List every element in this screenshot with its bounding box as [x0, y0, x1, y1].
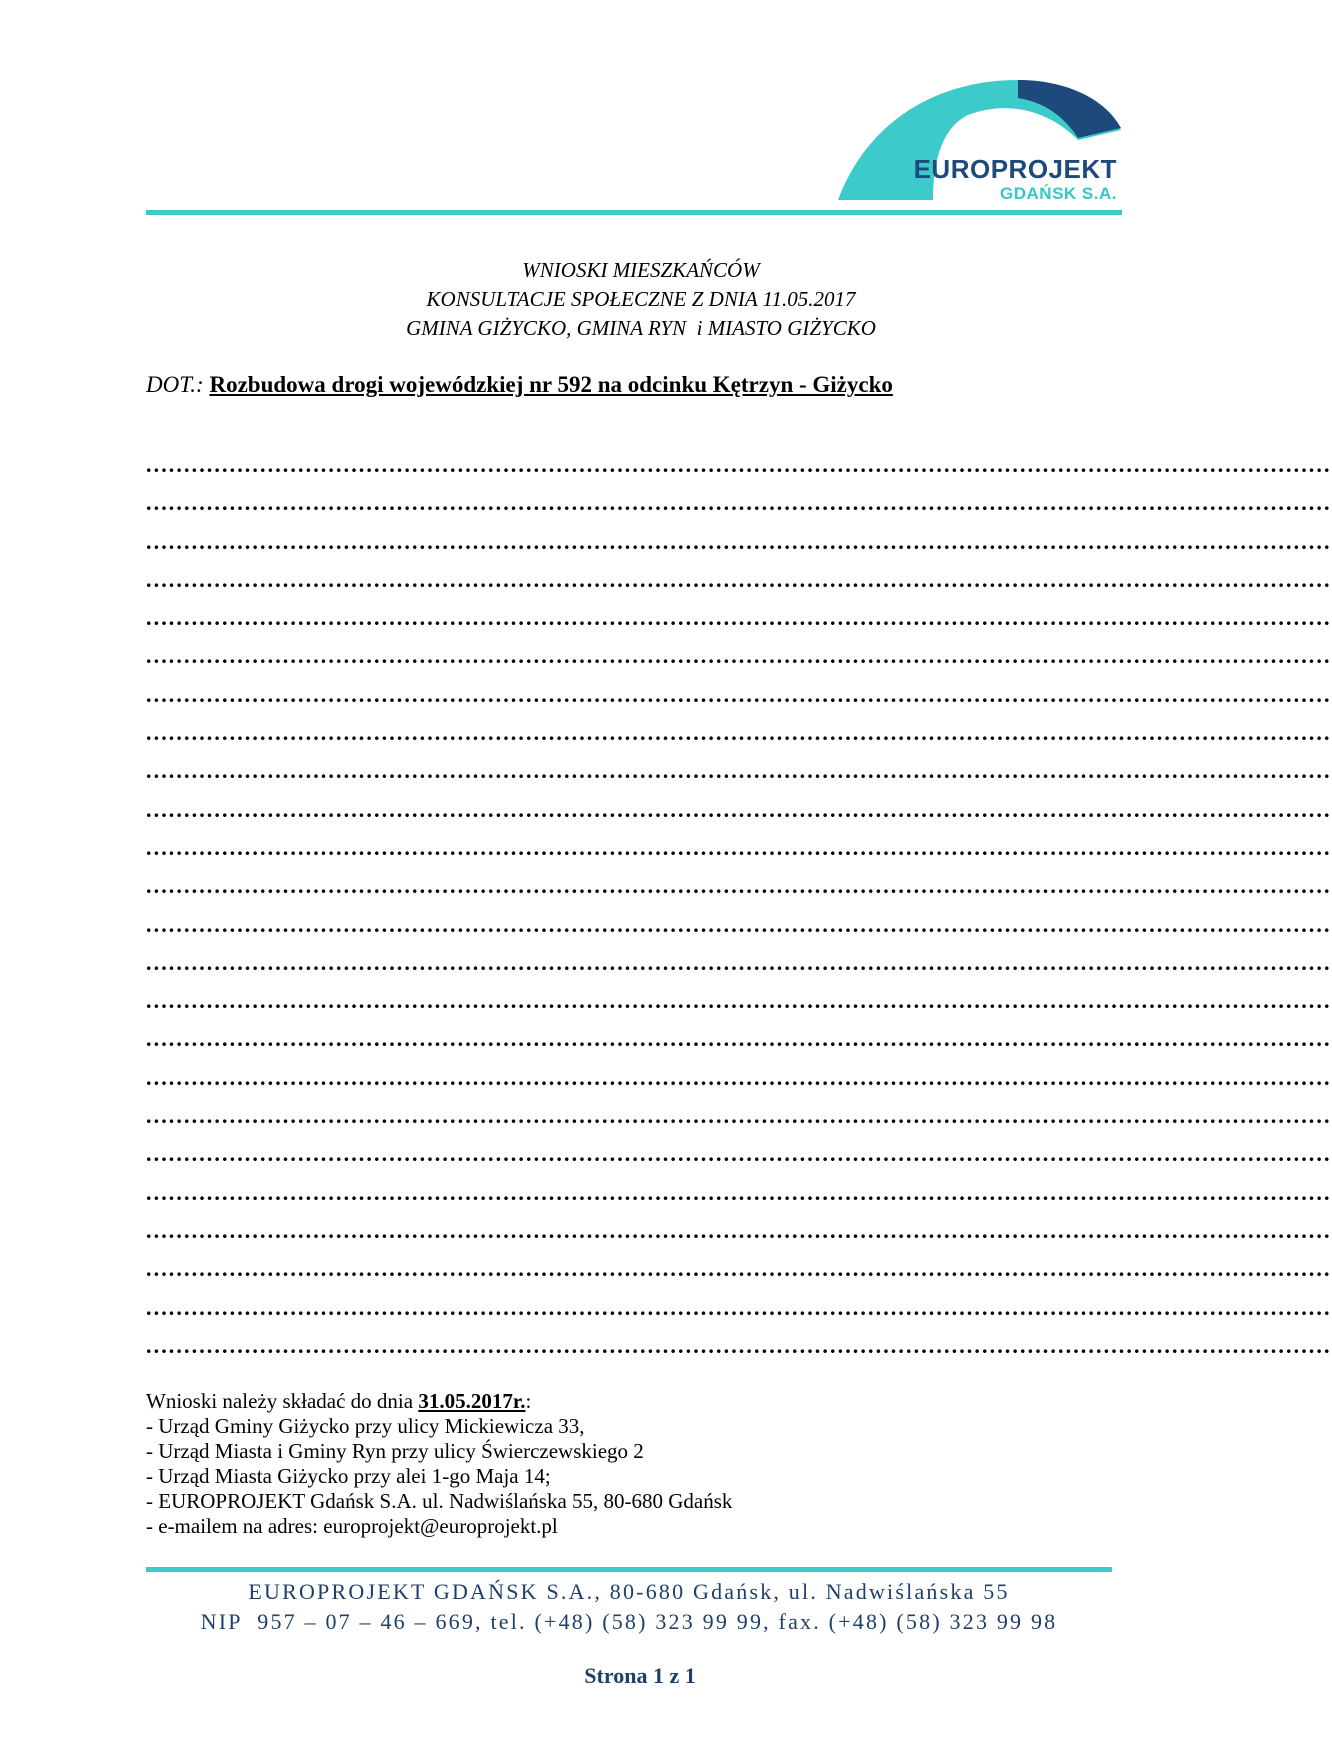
- dotted-line: ............................................................................................................................................................: [146, 949, 1332, 975]
- dotted-line: ............................................................................................................................................................: [146, 681, 1332, 707]
- submission-place: - Urząd Miasta Giżycko przy alei 1-go Maja 14;: [146, 1464, 551, 1488]
- dotted-line: ............................................................................................................................................................: [146, 1256, 1332, 1282]
- dotted-line: ............................................................................................................................................................: [146, 758, 1332, 784]
- dotted-line: ............................................................................................................................................................: [146, 796, 1332, 822]
- dotted-line: ............................................................................................................................................................: [146, 720, 1332, 746]
- dotted-line: ............................................................................................................................................................: [146, 1064, 1332, 1090]
- footer-contact: NIP 957 – 07 – 46 – 669, tel. (+48) (58) 323 99 99, fax. (+48) (58) 323 99 98: [200, 1609, 1058, 1634]
- deadline-colon: :: [525, 1389, 532, 1413]
- dotted-line: ............................................................................................................................................................: [146, 988, 1332, 1014]
- submission-email: - e-mailem na adres: europrojekt@europrojekt.pl: [146, 1514, 558, 1538]
- dotted-line: ............................................................................................................................................................: [146, 834, 1332, 860]
- dotted-line: ............................................................................................................................................................: [146, 873, 1332, 899]
- deadline-date: 31.05.2017r.: [418, 1389, 526, 1413]
- deadline-intro: Wnioski należy składać do dnia: [146, 1389, 419, 1413]
- dotted-line: ............................................................................................................................................................: [146, 911, 1332, 937]
- submission-deadline: [146, 1389, 732, 1414]
- dotted-line: ............................................................................................................................................................: [146, 528, 1332, 554]
- company-footer: [146, 1577, 1112, 1637]
- submission-info: [146, 1389, 732, 1539]
- dotted-line: ............................................................................................................................................................: [146, 1217, 1332, 1243]
- dotted-line: ............................................................................................................................................................: [146, 1103, 1332, 1129]
- dotted-line: ............................................................................................................................................................: [146, 1179, 1332, 1205]
- subject-line: [146, 372, 893, 398]
- dotted-writing-area: [146, 452, 1332, 1374]
- subject-text: Rozbudowa drogi wojewódzkiej nr 592 na odcinku Kętrzyn - Giżycko: [209, 372, 893, 397]
- submission-place: - EUROPROJEKT Gdańsk S.A. ul. Nadwiślańska 55, 80-680 Gdańsk: [146, 1489, 733, 1513]
- dotted-line: ............................................................................................................................................................: [146, 452, 1332, 477]
- dotted-line: ............................................................................................................................................................: [146, 490, 1332, 516]
- dotted-line: ............................................................................................................................................................: [146, 566, 1332, 592]
- submission-place: - Urząd Miasta i Gminy Ryn przy ulicy Świerczewskiego 2: [146, 1439, 644, 1463]
- header-divider: [146, 210, 1122, 215]
- footer-address: EUROPROJEKT GDAŃSK S.A., 80-680 Gdańsk, ul. Nadwiślańska 55: [248, 1579, 1010, 1604]
- dotted-line: ............................................................................................................................................................: [146, 643, 1332, 669]
- title-line-2: KONSULTACJE SPOŁECZNE Z DNIA 11.05.2017: [426, 287, 856, 311]
- document-title: [146, 256, 1136, 343]
- footer-divider: [146, 1567, 1112, 1572]
- dotted-line: ............................................................................................................................................................: [146, 1332, 1332, 1358]
- dotted-line: ............................................................................................................................................................: [146, 1026, 1332, 1052]
- company-logo: [838, 80, 1121, 206]
- submission-place: - Urząd Gminy Giżycko przy ulicy Mickiewicza 33,: [146, 1414, 585, 1438]
- title-line-3: GMINA GIŻYCKO, GMINA RYN i MIASTO GIŻYCKO: [406, 316, 876, 340]
- logo-company-name: EUROPROJEKT: [913, 154, 1117, 184]
- page-number: Strona 1 z 1: [584, 1663, 696, 1688]
- dotted-line: ............................................................................................................................................................: [146, 1141, 1332, 1167]
- subject-label: DOT.:: [146, 372, 204, 397]
- dotted-line: ............................................................................................................................................................: [146, 1294, 1332, 1320]
- title-line-1: WNIOSKI MIESZKAŃCÓW: [522, 258, 760, 282]
- logo-company-city: GDAŃSK S.A.: [1000, 184, 1117, 203]
- dotted-line: ............................................................................................................................................................: [146, 605, 1332, 631]
